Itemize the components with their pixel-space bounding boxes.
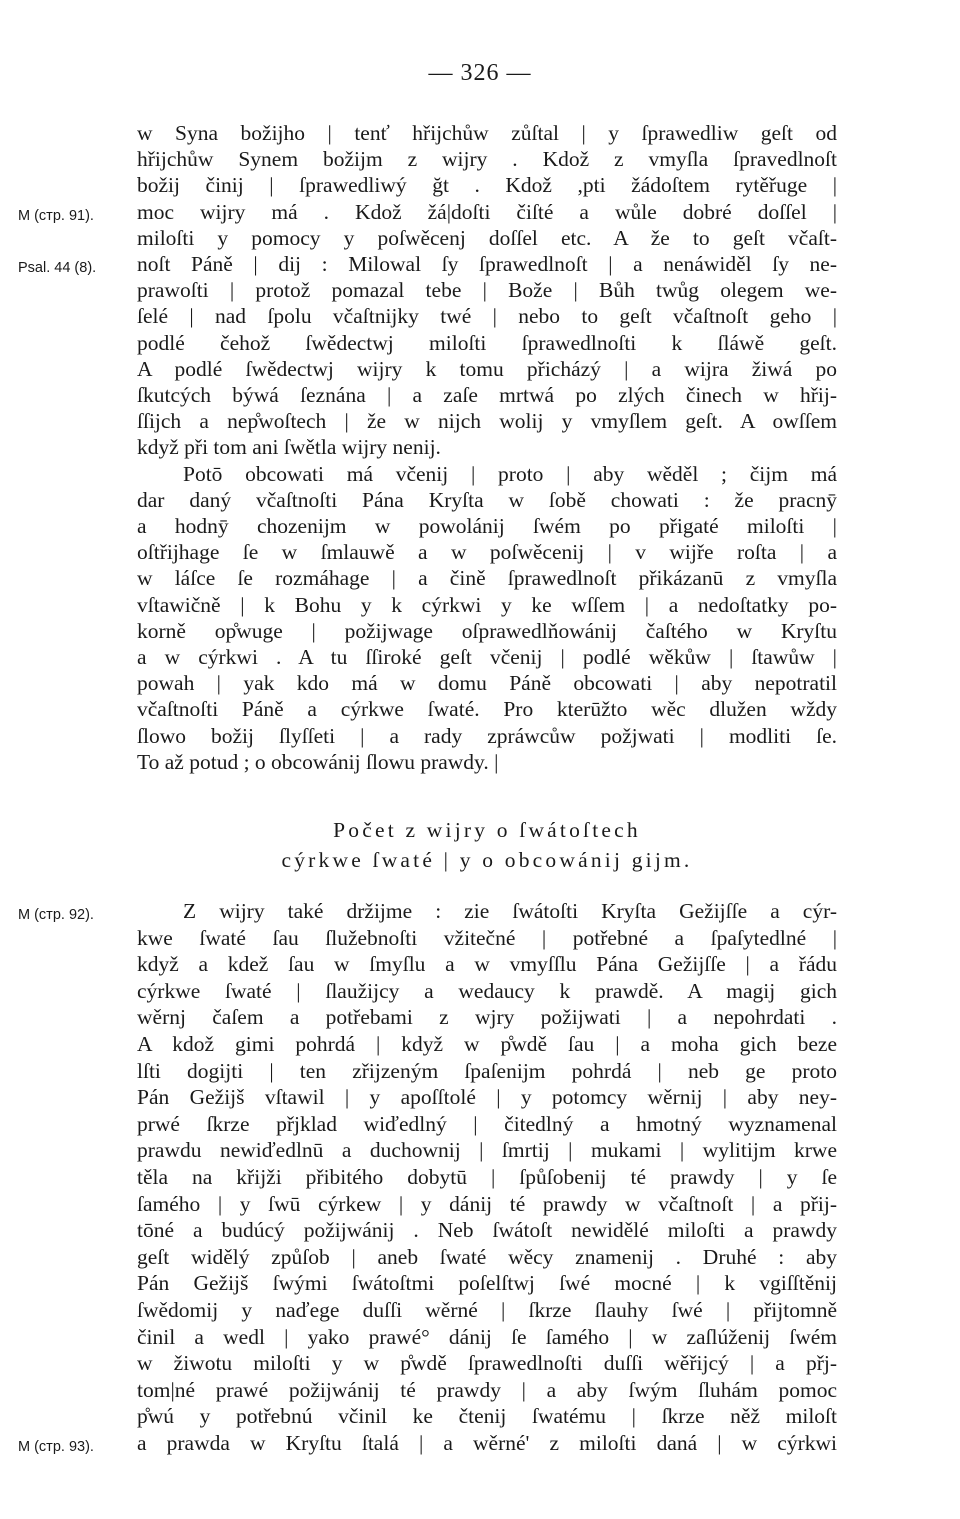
text-line: těla na křijži přibitého dobytū | ſpůſobenij té prawdy | y ſe <box>137 1165 837 1189</box>
text-line: powah | yak kdo má w domu Páně obcowati | aby nepotratil <box>137 671 837 696</box>
text-line: lſti dogijti | ten zřijzeným ſpaſenijm pohrdá | neb ge proto <box>137 1058 837 1083</box>
text-line: moc wijry má . Kdož žá|doſti čiſté a wůle dobré doſſel | <box>137 199 837 224</box>
text-line: Z wijry také držijme : zie ſwátoſti Kryſta Gežijſſe a cýr- <box>183 899 837 923</box>
text-line: když a kdež ſau w ſmyſlu a w vmyſſlu Pána Gežijſſe | a řádu <box>137 952 837 977</box>
text-line: ſamého | y ſwū cýrkew | y dánij té prawdy w včaſtnoſt | a přij- <box>137 1191 837 1216</box>
text-line: ſlowo božij ſlyſſeti | a rady zpráwcůw požjwati | modliti ſe. <box>137 723 837 748</box>
text-line: w žiwotu miloſti y w p̊wdě ſprawedlnoſti duſſi wěřijcý | a přj- <box>137 1351 837 1376</box>
margin-note: M (стр. 91). <box>18 208 94 224</box>
text-line: cýrkwe ſwaté | ſlaužijcy a wedaucy k prawdě. A magij gich <box>137 978 837 1003</box>
margin-note: M (стр. 92). <box>18 907 94 923</box>
text-line: a hodnȳ chozenijm w powolánij ſwém po přigaté miloſti | <box>137 514 837 538</box>
text-line: a w cýrkwi . A tu ſſiroké geſt včenij | podlé wěkůw | ſtawůw | <box>137 645 837 669</box>
text-line: Potō obcowati má včenij | proto | aby wěděl ; čijm má <box>183 461 837 486</box>
text-line: korně op̊wuge | požijwage oſprawedlňowánij čaſtého w Kryſtu <box>137 618 837 643</box>
text-line: oſtřijhage ſe w ſmlauwě a w poſwěcenij | v wijře roſta | a <box>137 540 837 565</box>
text-line: geſt widělý způſob | aneb ſwaté wěcy znamenij . Druhé : aby <box>137 1244 837 1269</box>
text-line: vſtawičně | k Bohu y k cýrkwi y ke wſſem | a nedoſtatky po- <box>137 592 837 617</box>
text-line: hřijchůw Synem božijm z wijry . Kdož z vmyſla ſpravedlnoſt <box>137 147 837 172</box>
text-line: tōné a budúcý požijwánij . Neb ſwátoſt newidělé miloſti a prawdy <box>137 1218 837 1243</box>
text-line: ſſijch a nep̊woſtech | že w nijch wolij y vmyſlem geſt. A owſſem <box>137 409 837 434</box>
margin-note: M (стр. 93). <box>18 1439 94 1455</box>
page-number: — 326 — <box>428 60 532 86</box>
margin-note: Psal. 44 (8). <box>18 260 97 276</box>
text-line: w Syna božijho | tenť hřijchůw zůſtal | y ſprawedliw geſt od <box>137 121 837 145</box>
text-line: p̊wú y potřebnú včinil ke čtenij ſwatému | ſkrze něž miloſt <box>137 1404 837 1429</box>
text-line: noſt Páně | dij : Milowal ſy ſprawedlnoſt | a nenáwiděl ſy ne- <box>137 252 837 276</box>
text-line: a prawda w Kryſtu ſtalá | a wěrné' z miloſti daná | w cýrkwi <box>137 1431 837 1455</box>
text-line: božij činij | ſprawedliwý ğt . Kdož ,pti žádoſtem rytěřuge | <box>137 173 837 198</box>
text-line: prwé ſkrze přjklad wiďedlný | čitedlný a hmotný wyznamenal <box>137 1111 837 1136</box>
text-line: Pán Gežijš ſwými ſwátoſtmi poſelſtwj ſwé mocné | k vgiſſtěnij <box>137 1271 837 1296</box>
text-line: wěrnj čaſem a potřebami z wjry požijwati | a nepohrdati . <box>137 1005 837 1030</box>
text-line: prawoſti | protož pomazal tebe | Bože | Bůh twůg olegem we- <box>137 278 837 303</box>
text-line: prawdu newiďedlnū a duchownij | ſmrtij | mukami | wylitijm krwe <box>137 1138 837 1163</box>
text-line: dar daný včaſtnoſti Pána Kryſta w ſobě chowati : že pracnȳ <box>137 487 837 512</box>
section-heading: cýrkwe ſwaté | y o obcowánij gijm. <box>281 848 693 872</box>
text-line: A kdož gimi pohrdá | když w p̊wdě ſau | a moha gich beze <box>137 1032 837 1056</box>
text-line: ſwědomij y naďege duſſi wěrné | ſkrze ſlauhy ſwé | přijtomně <box>137 1298 837 1322</box>
text-line: ſelé | nad ſpolu včaſtnijky twé | nebo to geſt včaſtnoſt geho | <box>137 304 837 329</box>
section-heading: Počet z wijry o ſwátoſtech <box>333 818 641 842</box>
text-line: podlé čehož ſwědectwj miloſti ſprawedlnoſti k ſláwě geſt. <box>137 330 837 355</box>
text-line: ſkutcých býwá ſeznána | a zaſe mrtwá po zlých činech w hřij- <box>137 383 837 407</box>
text-line: činil a wedl | yako prawé° dánij ſe ſamého | w zaſlúženij ſwém <box>137 1324 837 1349</box>
text-line: tom|né prawé požijwánij té prawdy | a aby ſwým ſluhám pomoc <box>137 1377 837 1402</box>
text-line: včaſtnoſti Páně a cýrkwe ſwaté. Pro kterūžto wěc dlužen wždy <box>137 697 837 722</box>
text-line: A podlé ſwědectwj wijry k tomu přicházý | a wijra žiwá po <box>137 356 837 381</box>
text-line: w láſce ſe rozmáhage | a čině ſprawedlnoſt přikázanū z vmyſla <box>137 566 837 591</box>
text-line: Pán Gežijš vſtawil | y apoſſtolé | y potomcy wěrnij | aby ney- <box>137 1085 837 1110</box>
text-line: když při tom ani ſwětla wijry nenij. <box>137 435 441 460</box>
text-line: To až potud ; o obcowánij ſlowu prawdy. | <box>137 749 499 774</box>
text-line: kwe ſwaté ſau ſlužebnoſti vžitečné | potřebné a ſpaſytedlné | <box>137 925 837 950</box>
text-line: miloſti y pomocy y poſwěcenj doſſel etc. A že to geſt včaſt- <box>137 225 837 250</box>
